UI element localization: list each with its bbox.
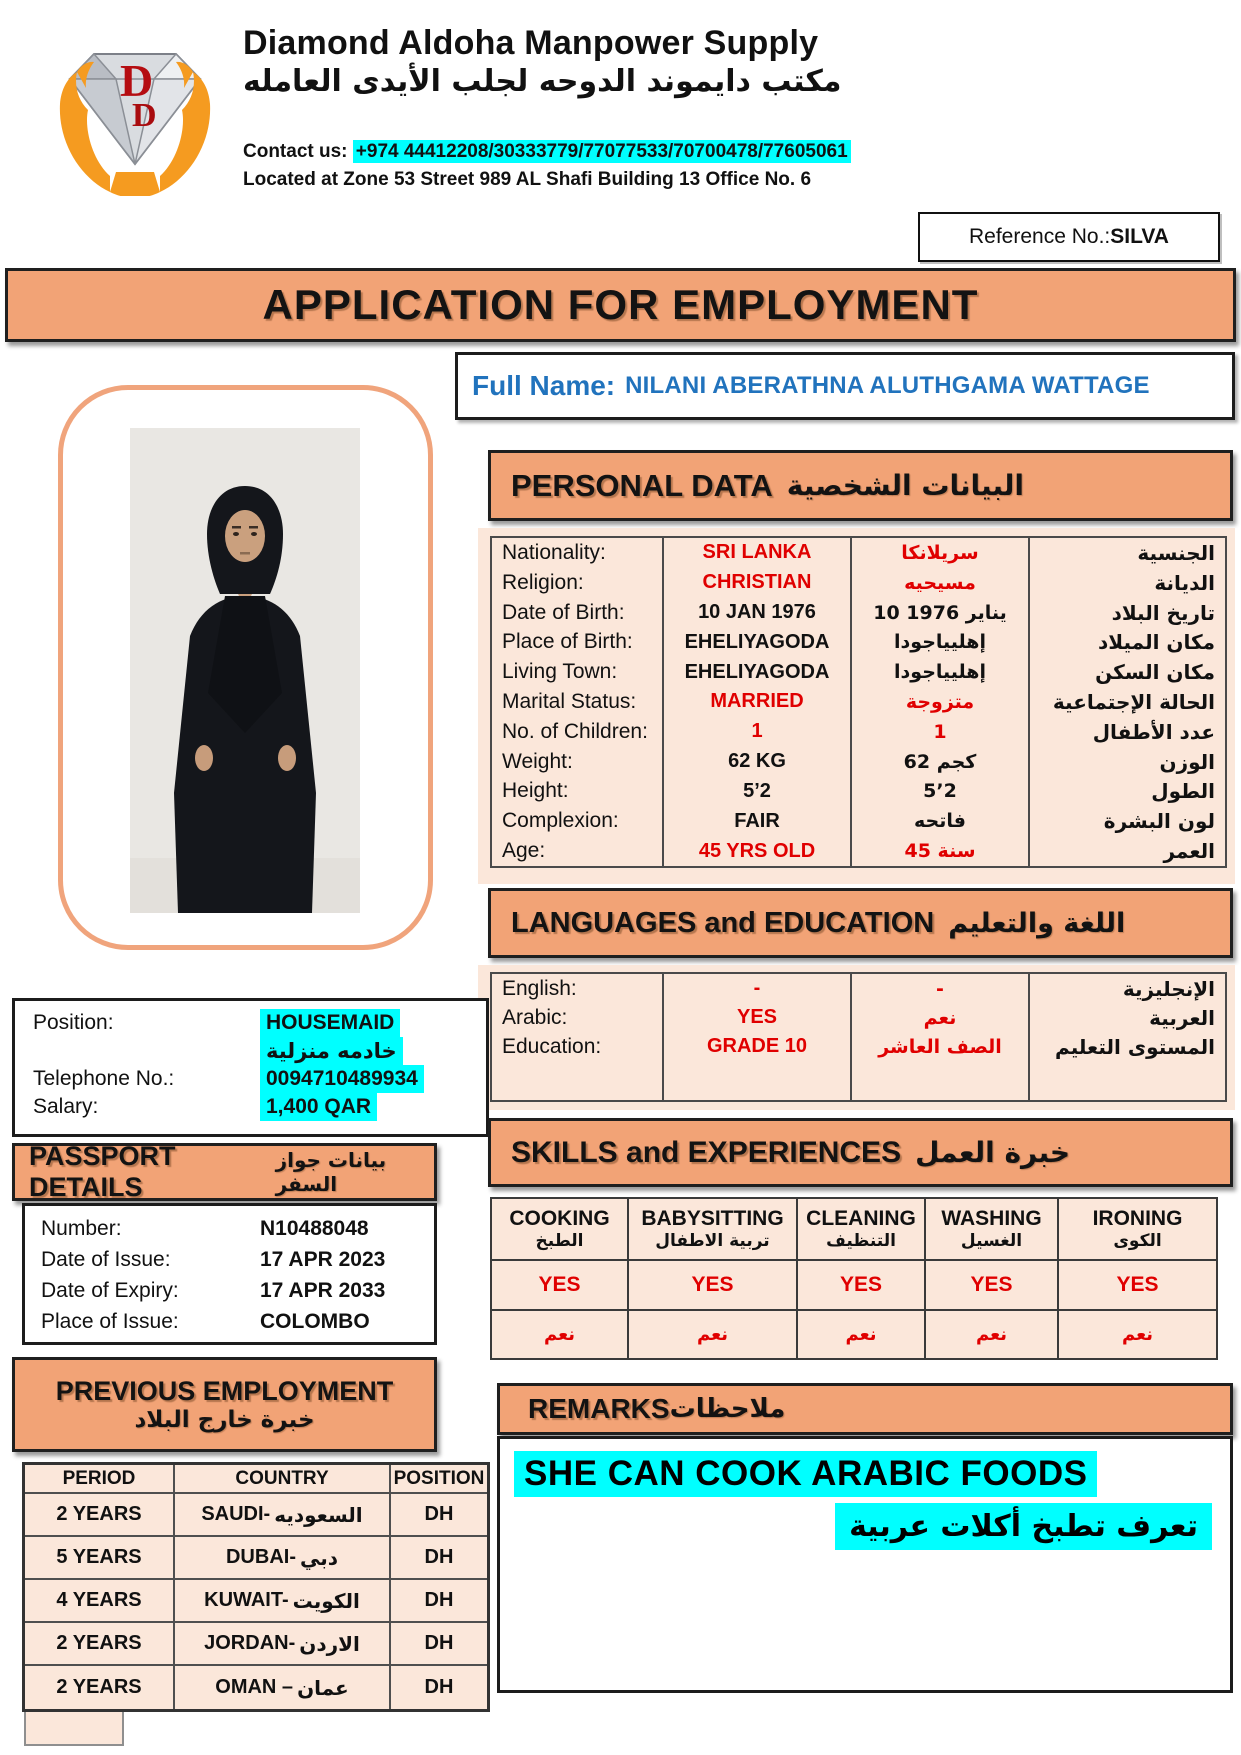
language-row	[492, 974, 1225, 1003]
personal-value-en: 5’2	[664, 777, 852, 807]
personal-label-en: Date of Birth:	[492, 598, 664, 628]
skill-yes-cell: YES	[629, 1261, 798, 1311]
employment-row	[25, 1623, 487, 1666]
passport-field-label: Number:	[41, 1217, 122, 1240]
skill-naam-cell: نعم	[492, 1311, 629, 1358]
reference-value: SILVA	[1110, 225, 1169, 248]
employment-header-cell: COUNTRY	[175, 1465, 391, 1494]
employment-period: 2 YEARS	[25, 1666, 175, 1709]
personal-value-ar: مسيحيه	[852, 568, 1030, 598]
personal-row	[492, 777, 1225, 807]
passport-row	[41, 1275, 434, 1306]
passport-heading: PASSPORT DETAILS	[29, 1141, 176, 1202]
address-line: Located at Zone 53 Street 989 AL Shafi Building 13 Office No. 6	[243, 169, 812, 190]
personal-value-en: FAIR	[664, 806, 852, 836]
contact-label: Contact us:	[243, 141, 353, 162]
personal-value-ar: فاتحه	[852, 806, 1030, 836]
skill-name-en: BABYSITTING	[641, 1207, 784, 1230]
passport-row	[41, 1244, 434, 1275]
employment-position: DH	[424, 1676, 454, 1698]
employment-country-ar: دبي	[299, 1545, 338, 1570]
employment-country-en: JORDAN-	[204, 1632, 296, 1655]
employment-position: DH	[391, 1623, 487, 1666]
personal-label-en: Place of Birth:	[492, 627, 664, 657]
personal-value-ar: سنة 45	[852, 836, 1030, 866]
personal-value-en: CHRISTIAN	[664, 568, 852, 598]
personal-value-en: 1	[664, 717, 852, 747]
skill-name-en: IRONING	[1092, 1207, 1183, 1230]
employment-row	[25, 1666, 487, 1709]
personal-row	[492, 687, 1225, 717]
diamond-hands-logo	[36, 24, 234, 196]
language-row	[492, 1003, 1225, 1032]
employment-row	[25, 1580, 487, 1623]
language-filler-cell	[492, 1061, 664, 1100]
remark-text-en: SHE CAN COOK ARABIC FOODS	[514, 1451, 1097, 1497]
language-value-ar: الصف العاشر	[852, 1032, 1030, 1061]
position-row	[33, 1009, 486, 1037]
full-name-box	[455, 352, 1235, 420]
full-name-value: NILANI ABERATHNA ALUTHGAMA WATTAGE	[625, 372, 1150, 399]
skill-yes-cell: YES	[492, 1261, 629, 1311]
personal-label-en: Weight:	[492, 747, 664, 777]
remarks-banner	[497, 1383, 1233, 1435]
position-box	[12, 998, 489, 1137]
personal-row	[492, 747, 1225, 777]
position-value: HOUSEMAID	[260, 1009, 400, 1037]
personal-value-ar: إهليياجودا	[852, 627, 1030, 657]
svg-text:D: D	[120, 55, 154, 106]
skill-header-cell	[798, 1199, 926, 1261]
personal-label-ar: لون البشرة	[1103, 809, 1215, 834]
employment-country	[175, 1623, 391, 1666]
passport-box	[22, 1203, 437, 1345]
employment-period: 4 YEARS	[25, 1580, 175, 1623]
skill-name-ar: الغسيل	[960, 1231, 1023, 1251]
personal-data-heading: PERSONAL DATA	[511, 467, 773, 503]
personal-label-en: Nationality:	[492, 538, 664, 568]
previous-employment-heading: PREVIOUS EMPLOYMENT	[55, 1376, 394, 1406]
reference-box	[918, 212, 1220, 262]
employment-table-stub-cell	[24, 1712, 124, 1746]
personal-value-en: 45 YRS OLD	[664, 836, 852, 866]
language-label-en: English:	[492, 974, 664, 1003]
skills-banner	[488, 1118, 1233, 1187]
language-label-ar: الإنجليزية	[1122, 976, 1215, 1001]
language-value-en: GRADE 10	[664, 1032, 852, 1061]
remark-text-ar: تعرف تطبخ أكلات عربية	[835, 1503, 1212, 1550]
personal-row	[492, 538, 1225, 568]
personal-value-en: SRI LANKA	[664, 538, 852, 568]
language-filler-row	[492, 1061, 1225, 1100]
telephone-value: 0094710489934	[260, 1065, 424, 1093]
employment-country-en: OMAN –	[215, 1676, 294, 1698]
full-name-label: Full Name:	[472, 370, 616, 401]
passport-field-label: Date of Expiry:	[41, 1279, 179, 1302]
skill-yes-cell: YES	[798, 1261, 926, 1311]
skill-name-ar: الكوى	[1113, 1231, 1162, 1251]
skill-header-cell	[629, 1199, 798, 1261]
personal-value-en: MARRIED	[664, 687, 852, 717]
employment-header-cell: POSITION	[391, 1465, 487, 1494]
personal-value-ar: 1	[852, 717, 1030, 747]
employment-country	[175, 1537, 391, 1580]
employment-country-en: KUWAIT-	[204, 1589, 289, 1612]
personal-row	[492, 836, 1225, 866]
page-title: APPLICATION FOR EMPLOYMENT	[262, 281, 979, 328]
personal-label-en: Marital Status:	[492, 687, 664, 717]
personal-row	[492, 627, 1225, 657]
language-filler-cell	[852, 1061, 1030, 1100]
skill-name-ar: التنظيف	[826, 1231, 896, 1251]
personal-label-en: Religion:	[492, 568, 664, 598]
employment-header-row	[25, 1465, 487, 1494]
language-value-ar: -	[852, 974, 1030, 1003]
personal-row	[492, 657, 1225, 687]
language-filler-cell	[664, 1061, 852, 1100]
employment-country-en: DUBAI-	[225, 1546, 296, 1569]
employment-row	[25, 1494, 487, 1537]
previous-employment-heading-arabic: خبرة خارج البلاد	[134, 1407, 315, 1433]
employment-country-ar: السعوديه	[274, 1502, 363, 1527]
language-label-en: Arabic:	[492, 1003, 664, 1032]
personal-data-banner	[488, 450, 1233, 521]
remarks-heading: REMARKS	[528, 1393, 670, 1424]
personal-label-ar: الحالة الإجتماعية	[1052, 689, 1215, 714]
personal-value-ar: يناير 1976 10	[852, 598, 1030, 628]
telephone-row	[33, 1065, 486, 1093]
skill-yes-cell: YES	[1059, 1261, 1216, 1311]
skill-header-cell	[1059, 1199, 1216, 1261]
personal-label-en: Height:	[492, 777, 664, 807]
language-row	[492, 1032, 1225, 1061]
skill-name-ar: الطبخ	[535, 1231, 584, 1251]
personal-value-en: 62 KG	[664, 747, 852, 777]
skills-heading-arabic: خبرة العمل	[915, 1136, 1071, 1169]
company-name-arabic: مكتب دايموند الدوحه لجلب الأيدى العامله	[243, 64, 842, 99]
skill-naam-cell: نعم	[629, 1311, 798, 1358]
personal-label-ar: الجنسية	[1137, 540, 1215, 565]
personal-value-ar: سريلانكا	[852, 538, 1030, 568]
employment-country	[175, 1666, 391, 1709]
passport-banner	[12, 1143, 437, 1201]
employment-period: 2 YEARS	[25, 1623, 175, 1666]
passport-row	[41, 1213, 434, 1244]
personal-label-ar: العمر	[1163, 839, 1215, 864]
employment-country-en: SAUDI-	[201, 1503, 271, 1526]
position-arabic-row	[33, 1037, 486, 1065]
remarks-heading-arabic: ملاحظات	[669, 1394, 786, 1424]
salary-row	[33, 1093, 486, 1121]
passport-field-value: 17 APR 2033	[260, 1279, 386, 1302]
previous-employment-table	[22, 1462, 490, 1712]
languages-heading: LANGUAGES and EDUCATION	[511, 906, 935, 939]
salary-label: Salary:	[33, 1095, 99, 1118]
personal-value-en: 10 JAN 1976	[664, 598, 852, 628]
skill-name-en: WASHING	[941, 1207, 1042, 1230]
skills-yes-row	[492, 1261, 1216, 1311]
languages-banner	[488, 888, 1233, 958]
employment-country	[175, 1494, 391, 1537]
employment-country-ar: الاردن	[299, 1631, 360, 1656]
reference-label: Reference No.:	[969, 225, 1111, 248]
skill-naam-cell: نعم	[926, 1311, 1059, 1358]
personal-row	[492, 717, 1225, 747]
skills-table	[490, 1197, 1218, 1360]
employment-position: DH	[391, 1494, 487, 1537]
language-label-ar: العربية	[1149, 1005, 1215, 1030]
personal-label-ar: تاريخ البلاد	[1111, 600, 1215, 625]
passport-field-value: COLOMBO	[260, 1310, 370, 1333]
language-value-ar: نعم	[852, 1003, 1030, 1032]
personal-data-table	[490, 536, 1227, 868]
skill-name-en: CLEANING	[806, 1207, 916, 1230]
page-title-banner	[5, 268, 1236, 342]
personal-label-en: Living Town:	[492, 657, 664, 687]
contact-line	[243, 141, 851, 163]
personal-value-ar: كجم 62	[852, 747, 1030, 777]
employment-header-cell: PERIOD	[25, 1465, 175, 1494]
remark-arabic-wrap	[500, 1503, 1212, 1550]
skills-header-row	[492, 1199, 1216, 1261]
personal-row	[492, 598, 1225, 628]
language-value-en: YES	[664, 1003, 852, 1032]
company-logo	[36, 24, 234, 196]
salary-value: 1,400 QAR	[260, 1093, 377, 1121]
language-filler-cell	[1030, 1061, 1225, 1100]
passport-field-label: Place of Issue:	[41, 1310, 179, 1333]
personal-value-ar: إهليياجودا	[852, 657, 1030, 687]
personal-label-ar: الوزن	[1159, 749, 1215, 774]
skill-naam-cell: نعم	[798, 1311, 926, 1358]
languages-table	[490, 972, 1227, 1102]
skill-name-en: COOKING	[509, 1207, 610, 1230]
language-label-ar: المستوى التعليم	[1055, 1034, 1215, 1059]
position-label: Position:	[33, 1011, 114, 1034]
personal-label-en: Complexion:	[492, 806, 664, 836]
language-value-en: -	[664, 974, 852, 1003]
telephone-label: Telephone No.:	[33, 1067, 175, 1090]
personal-label-ar: الديانة	[1154, 570, 1215, 595]
previous-employment-banner	[12, 1357, 437, 1452]
employment-country	[175, 1580, 391, 1623]
passport-heading-arabic: بيانات جواز السفر	[275, 1148, 387, 1196]
skill-naam-cell: نعم	[1121, 1324, 1154, 1345]
position-label-spacer	[33, 1037, 260, 1065]
employment-row	[25, 1537, 487, 1580]
personal-row	[492, 806, 1225, 836]
passport-field-value: N10488048	[260, 1217, 369, 1240]
passport-row	[41, 1306, 434, 1337]
personal-value-en: EHELIYAGODA	[664, 657, 852, 687]
personal-label-ar: عدد الأطفال	[1092, 719, 1215, 744]
personal-label-ar: الطول	[1151, 779, 1215, 804]
employment-period: 5 YEARS	[25, 1537, 175, 1580]
applicant-photo	[130, 428, 360, 913]
remarks-box	[497, 1436, 1233, 1693]
languages-heading-arabic: اللغة والتعليم	[948, 907, 1126, 939]
personal-label-en: No. of Children:	[492, 717, 664, 747]
personal-label-en: Age:	[492, 836, 664, 866]
employment-position: DH	[391, 1580, 487, 1623]
language-label-en: Education:	[492, 1032, 664, 1061]
skills-naam-row	[492, 1311, 1216, 1358]
skill-header-cell	[926, 1199, 1059, 1261]
svg-text:D: D	[132, 97, 157, 134]
passport-field-value: 17 APR 2023	[260, 1248, 386, 1271]
personal-value-ar: 5’2	[852, 777, 1030, 807]
skill-yes-cell: YES	[926, 1261, 1059, 1311]
passport-field-label: Date of Issue:	[41, 1248, 171, 1271]
skill-header-cell	[492, 1199, 629, 1261]
contact-numbers: +974 44412208/30333779/77077533/70700478/77605061	[353, 140, 851, 163]
personal-row	[492, 568, 1225, 598]
employment-position: DH	[391, 1537, 487, 1580]
employment-period: 2 YEARS	[25, 1494, 175, 1537]
personal-value-ar: متزوجة	[852, 687, 1030, 717]
company-name: Diamond Aldoha Manpower Supply	[243, 24, 819, 62]
personal-label-ar: مكان السكن	[1095, 660, 1215, 685]
employment-country-ar: عمان	[297, 1675, 349, 1700]
personal-data-heading-arabic: البيانات الشخصية	[786, 469, 1024, 502]
employment-country-ar: الكويت	[292, 1588, 360, 1613]
personal-value-en: EHELIYAGODA	[664, 627, 852, 657]
skills-heading: SKILLS and EXPERIENCES	[511, 1135, 902, 1169]
position-value-arabic: خادمه منزلية	[260, 1037, 403, 1065]
personal-label-ar: مكان الميلاد	[1098, 630, 1215, 655]
skill-name-ar: تربية الاطفال	[655, 1231, 770, 1251]
